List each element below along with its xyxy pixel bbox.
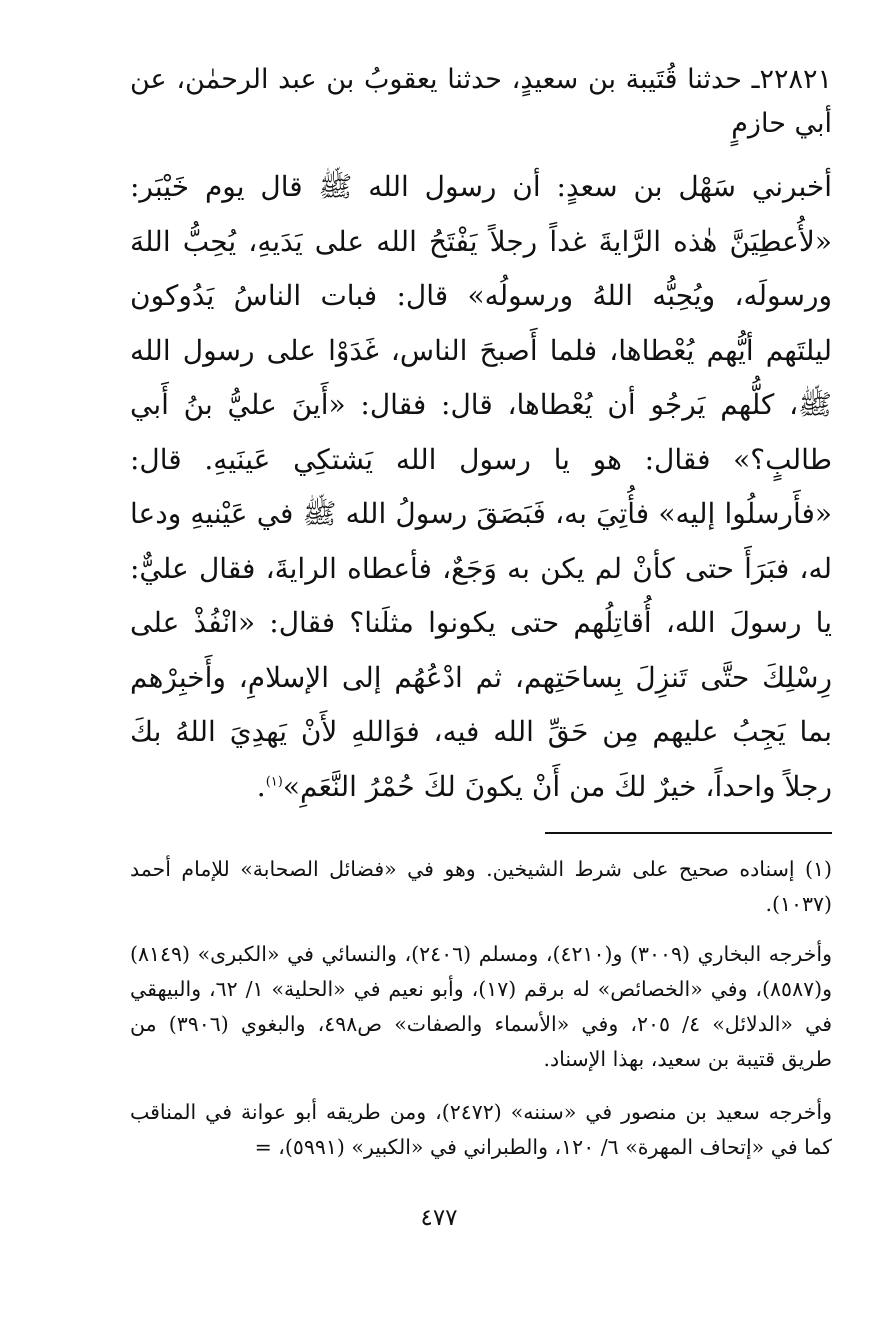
- end-mark: .: [256, 769, 266, 803]
- page-number: ٤٧٧: [420, 1205, 458, 1231]
- footnote-paragraph-2: وأخرجه البخاري (٣٠٠٩) و(٤٢١٠)، ومسلم (٢٤٠٦)، والنسائي في «الكبرى» (٨١٤٩) و(٨٥٨٧)، وفي «الخصائص» له برقم (١٧)، وأبو نعيم في «الحلية» ١/ ٦٢، والبيهقي في «الدلائل» ٤/ ٢٠٥، وفي «الأسماء والصفات» ص٤٩٨، والبغوي (٣٩٠٦) من طريق قتيبة بن سعيد، بهذا الإسناد.: [130, 942, 832, 1071]
- hadith-body-text: أخبرني سَهْل بن سعدٍ: أن رسول الله ﷺ قال يوم خَيْبَر: «لأُعطِيَنَّ هٰذه الرَّايةَ غداً رجلاً يَفْتَحُ الله على يَدَيهِ، يُحِبُّ اللهَ ورسولَه، ويُحِبُّه اللهُ ورسولُه» قال: فبات الناسُ يَدُوكون ليلتَهم أيُّهم يُعْطاها، فلما أَصبحَ الناس، غَدَوْا على رسول الله ﷺ، كلُّهم يَرجُو أن يُعْطاها، قال: فقال: «أَينَ عليُّ بنُ أَبي طالبٍ؟» فقال: هو يا رسول الله يَشتكِي عَينَيهِ. قال: «فأَرسلُوا إليه» فأُتِيَ به، فَبَصَقَ رسولُ الله ﷺ في عَيْنيهِ ودعا له، فبَرَأَ حتى كأنْ لم يكن به وَجَعٌ، فأعطاه الرايةَ، فقال عليٌّ: يا رسولَ الله، أُقاتِلُهم حتى يكونوا مثلَنا؟ فقال: «انْفُذْ على رِسْلِكَ حتَّى تَنزِلَ بِساحَتِهم، ثم ادْعُهُم إلى الإسلامِ، وأَخبِرْهم بما يَجِبُ عليهم مِن حَقِّ الله فيه، فوَاللهِ لأَنْ يَهدِيَ اللهُ بكَ رجلاً واحداً، خيرٌ لكَ من أَنْ يكونَ لكَ حُمْرُ النَّعَمِ»: [130, 170, 832, 803]
- footnote-separator: [545, 832, 832, 834]
- hadith-body: [130, 160, 832, 814]
- footnote-paragraph-3: وأخرجه سعيد بن منصور في «سننه» (٢٤٧٢)، ومن طريقه أبو عوانة في المناقب كما في «إتحاف المهرة» ٦/ ١٢٠، والطبراني في «الكبير» (٥٩٩١)، =: [130, 1100, 833, 1159]
- footnote-reference: (١): [265, 774, 283, 790]
- footnote-1: (١) إسناده صحيح على شرط الشيخين. وهو في «فضائل الصحابة» للإمام أحمد (١٠٣٧).: [130, 857, 832, 916]
- hadith-header: ٢٢٨٢١ـ حدثنا قُتَيبة بن سعيدٍ، حدثنا يعقوبُ بن عبد الرحمٰن، عن أبي حازمٍ: [130, 64, 832, 139]
